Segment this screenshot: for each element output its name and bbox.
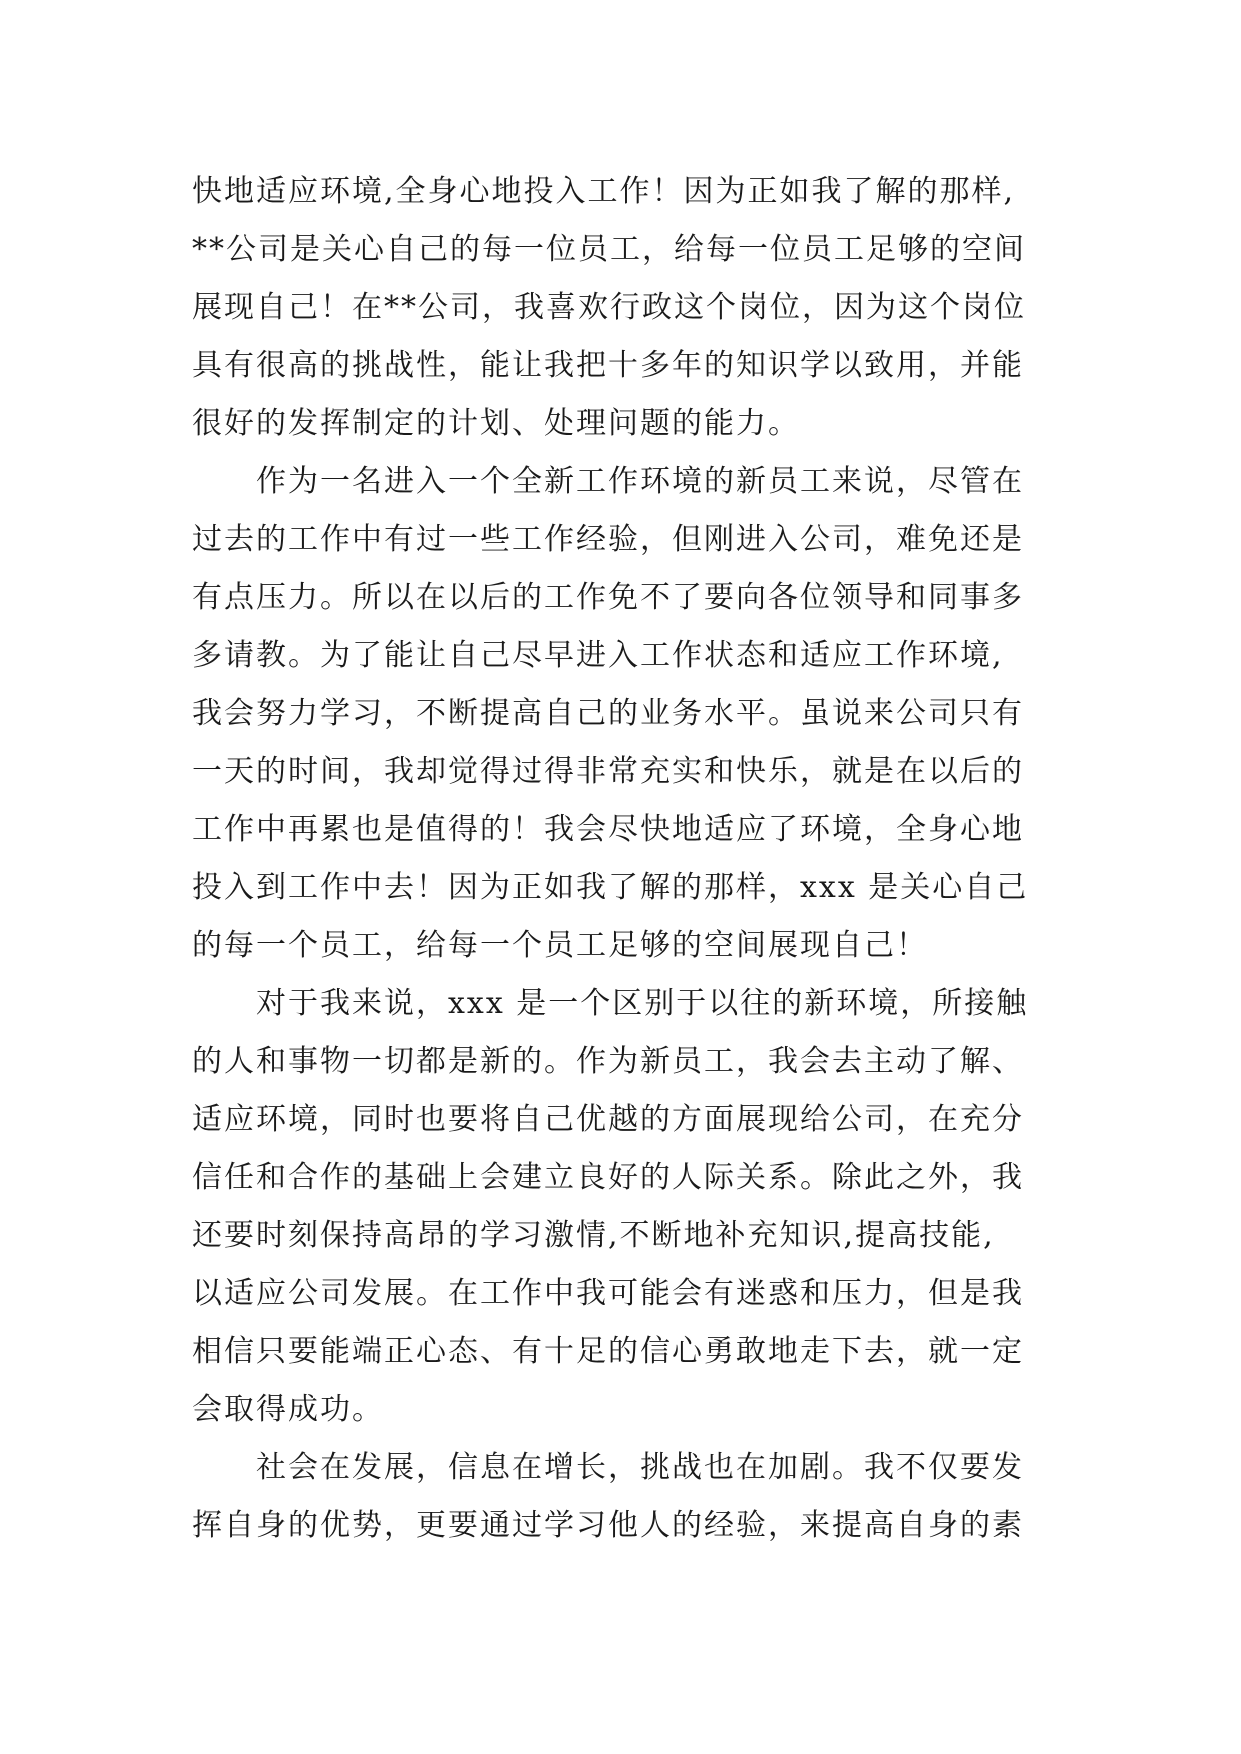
paragraph-first-line: 作为一名进入一个全新工作环境的新员工来说，尽管在 [256, 464, 1024, 499]
document-body [192, 163, 1072, 1555]
text-line: 有点压力。所以在以后的工作免不了要向各位领导和同事多 [192, 580, 1024, 615]
text-line: 多请教。为了能让自己尽早进入工作状态和适应工作环境, [192, 638, 1004, 673]
text-line: 一天的时间，我却觉得过得非常充实和快乐，就是在以后的 [192, 754, 1024, 789]
text-line: **公司是关心自己的每一位员工，给每一位员工足够的空间 [192, 232, 1026, 267]
paragraph-first-line: 对于我来说，xxx 是一个区别于以往的新环境，所接触 [256, 986, 1029, 1021]
text-line: 投入到工作中去！因为正如我了解的那样，xxx 是关心自己 [192, 870, 1029, 905]
text-line: 展现自己！在**公司，我喜欢行政这个岗位，因为这个岗位 [192, 290, 1026, 325]
text-line: 我会努力学习，不断提高自己的业务水平。虽说来公司只有 [192, 696, 1024, 731]
text-line: 具有很高的挑战性，能让我把十多年的知识学以致用，并能 [192, 348, 1024, 383]
text-line: 快地适应环境,全身心地投入工作！因为正如我了解的那样, [192, 174, 1016, 209]
text-line: 挥自身的优势，更要通过学习他人的经验，来提高自身的素 [192, 1508, 1024, 1543]
text-line: 相信只要能端正心态、有十足的信心勇敢地走下去，就一定 [192, 1334, 1024, 1369]
text-line: 的人和事物一切都是新的。作为新员工，我会去主动了解、 [192, 1044, 1024, 1079]
text-line: 适应环境，同时也要将自己优越的方面展现给公司，在充分 [192, 1102, 1024, 1137]
text-line: 工作中再累也是值得的！我会尽快地适应了环境，全身心地 [192, 812, 1024, 847]
text-line: 过去的工作中有过一些工作经验，但刚进入公司，难免还是 [192, 522, 1024, 557]
text-line: 信任和合作的基础上会建立良好的人际关系。除此之外，我 [192, 1160, 1024, 1195]
text-line: 还要时刻保持高昂的学习激情,不断地补充知识,提高技能, [192, 1218, 995, 1253]
text-line: 很好的发挥制定的计划、处理问题的能力。 [192, 406, 800, 441]
text-line: 会取得成功。 [192, 1392, 384, 1427]
text-line: 的每一个员工，给每一个员工足够的空间展现自己！ [192, 928, 928, 963]
text-line: 以适应公司发展。在工作中我可能会有迷惑和压力，但是我 [192, 1276, 1024, 1311]
paragraph-first-line: 社会在发展，信息在增长，挑战也在加剧。我不仅要发 [256, 1450, 1024, 1485]
